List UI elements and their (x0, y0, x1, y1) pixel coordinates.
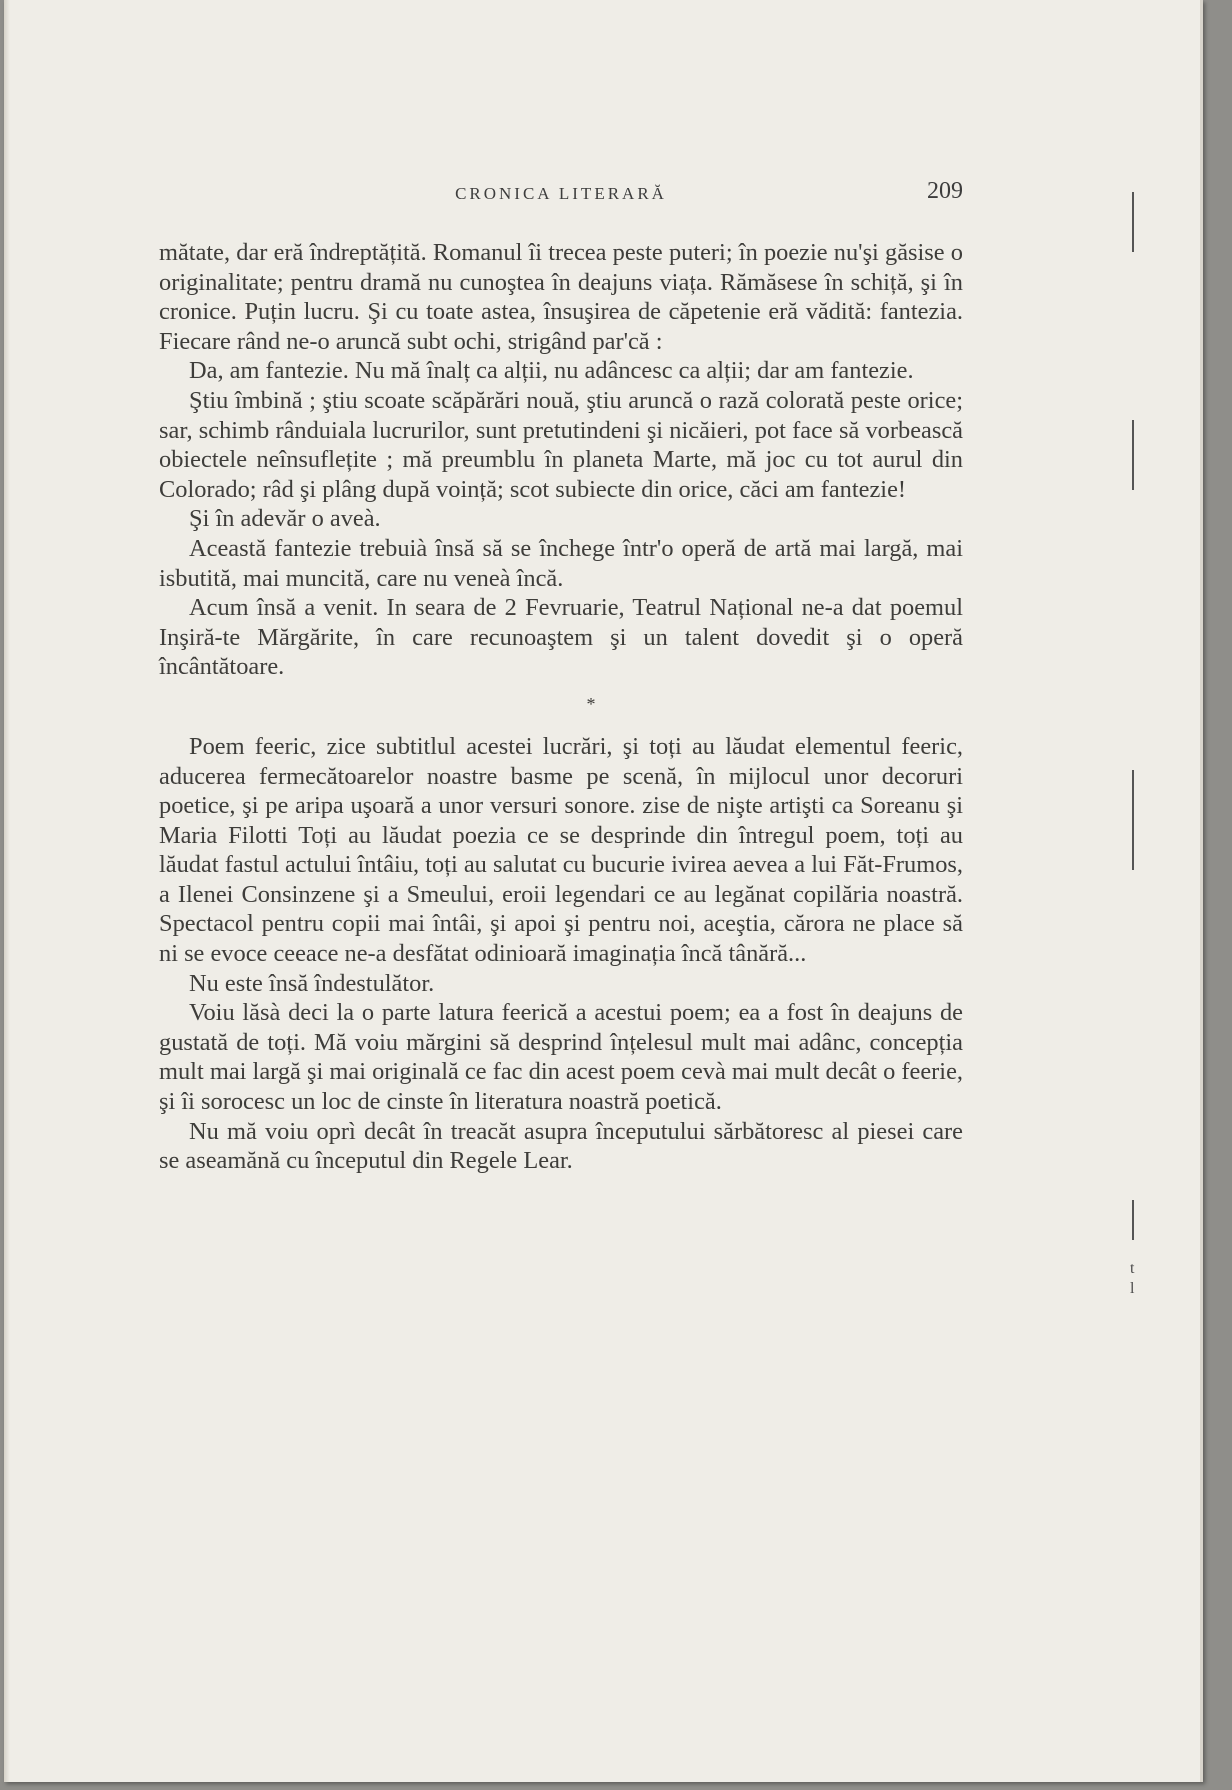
running-title: CRONICA LITERARĂ (455, 184, 667, 203)
edge-letter: t (1130, 1260, 1135, 1277)
page-header (159, 178, 963, 208)
book-page (4, 0, 1203, 1782)
page-number: 209 (927, 178, 963, 204)
paragraph: Nu mă voiu oprì decât în treacăt asupra începutului sărbătoresc al piesei care se aseamănă cu începutul din Regele Lear. (159, 1117, 963, 1175)
edge-mark (1132, 420, 1134, 490)
paragraph: mătate, dar eră îndreptățită. Romanul îi trecea peste puteri; în poezie nu'şi găsise o originalitate; pentru dramă nu cunoştea în deajuns viața. Rămăsese în schiță, şi în cronice. Puțin lucru. Şi cu toate astea, însuşirea de căpetenie eră vădită: fantezia. Fiecare rând ne-o aruncă subt ochi, strigând par'că : (159, 239, 963, 355)
section-separator (159, 682, 963, 732)
paragraph: Da, am fantezie. Nu mă înalț ca alții, nu adâncesc ca alții; dar am fantezie. (189, 357, 914, 385)
page-binding-shadow (4, 0, 10, 1782)
paragraph: Această fantezie trebuià însă să se închege într'o operă de artă mai largă, mai isbutită, mai muncită, care nu veneà încă. (159, 534, 963, 592)
paragraph: Nu este însă îndestulător. (189, 969, 435, 997)
paragraph: Şi în adevăr o aveà. (189, 505, 381, 533)
bleed-through-letters (1130, 1260, 1152, 1300)
edge-mark (1132, 770, 1134, 870)
edge-mark (1132, 192, 1134, 252)
page-body (159, 238, 963, 1176)
asterisk-separator: * (586, 693, 596, 714)
paragraph: Voiu lăsà deci la o parte latura feerică a acestui poem; ea a fost în deajuns de gustată de toți. Mă voiu mărgini să desprind înțelesul mult mai adânc, concepția mult mai largă şi mai originală ce fac din acest poem cevà mai mult decât o feerie, şi îi sorocesc un loc de cinste în literatura noastră poetică. (159, 999, 963, 1116)
paragraph: Ştiu îmbină ; ştiu scoate scăpărări nouă, ştiu aruncă o rază colorată peste orice; sar, schimb rânduiala lucrurilor, sunt pretutindeni şi nicăieri, pot face să vorbească obiectele neînsuflețite ; mă preumblu în planeta Marte, mă joc cu tot aurul din Colorado; râd şi plâng după voință; scot subiecte din orice, căci am fantezie! (159, 386, 963, 503)
edge-letter: l (1130, 1280, 1135, 1297)
paragraph: Acum însă a venit. In seara de 2 Fevruarie, Teatrul Național ne-a dat poemul Inşiră-te Mărgărite, în care recunoaştem şi un talent dovedit şi o operă încântătoare. (159, 594, 963, 681)
paragraph: Poem feeric, zice subtitlul acestei lucrări, şi toți au lăudat elementul feeric, aducerea fermecătoarelor noastre basme pe scenă, în mijlocul unor decoruri poetice, şi pe aripa uşoară a unor versuri sonore. zise de nişte artişti ca Soreanu şi Maria Filotti Toți au lăudat poezia ce se desprinde din întregul poem, toți au lăudat fastul actului întâiu, toți au salutat cu bucurie ivirea aevea a lui Făt-Frumos, a Ilenei Consinzene şi a Smeului, eroii legendari ce au legănat copilăria noastră. Spectacol pentru copii mai întâi, şi apoi şi pentru noi, aceştia, cărora ne place să ni se evoce ceeace ne-a desfătat odinioară imaginația încă tânără... (159, 732, 963, 968)
edge-mark (1132, 1200, 1134, 1240)
